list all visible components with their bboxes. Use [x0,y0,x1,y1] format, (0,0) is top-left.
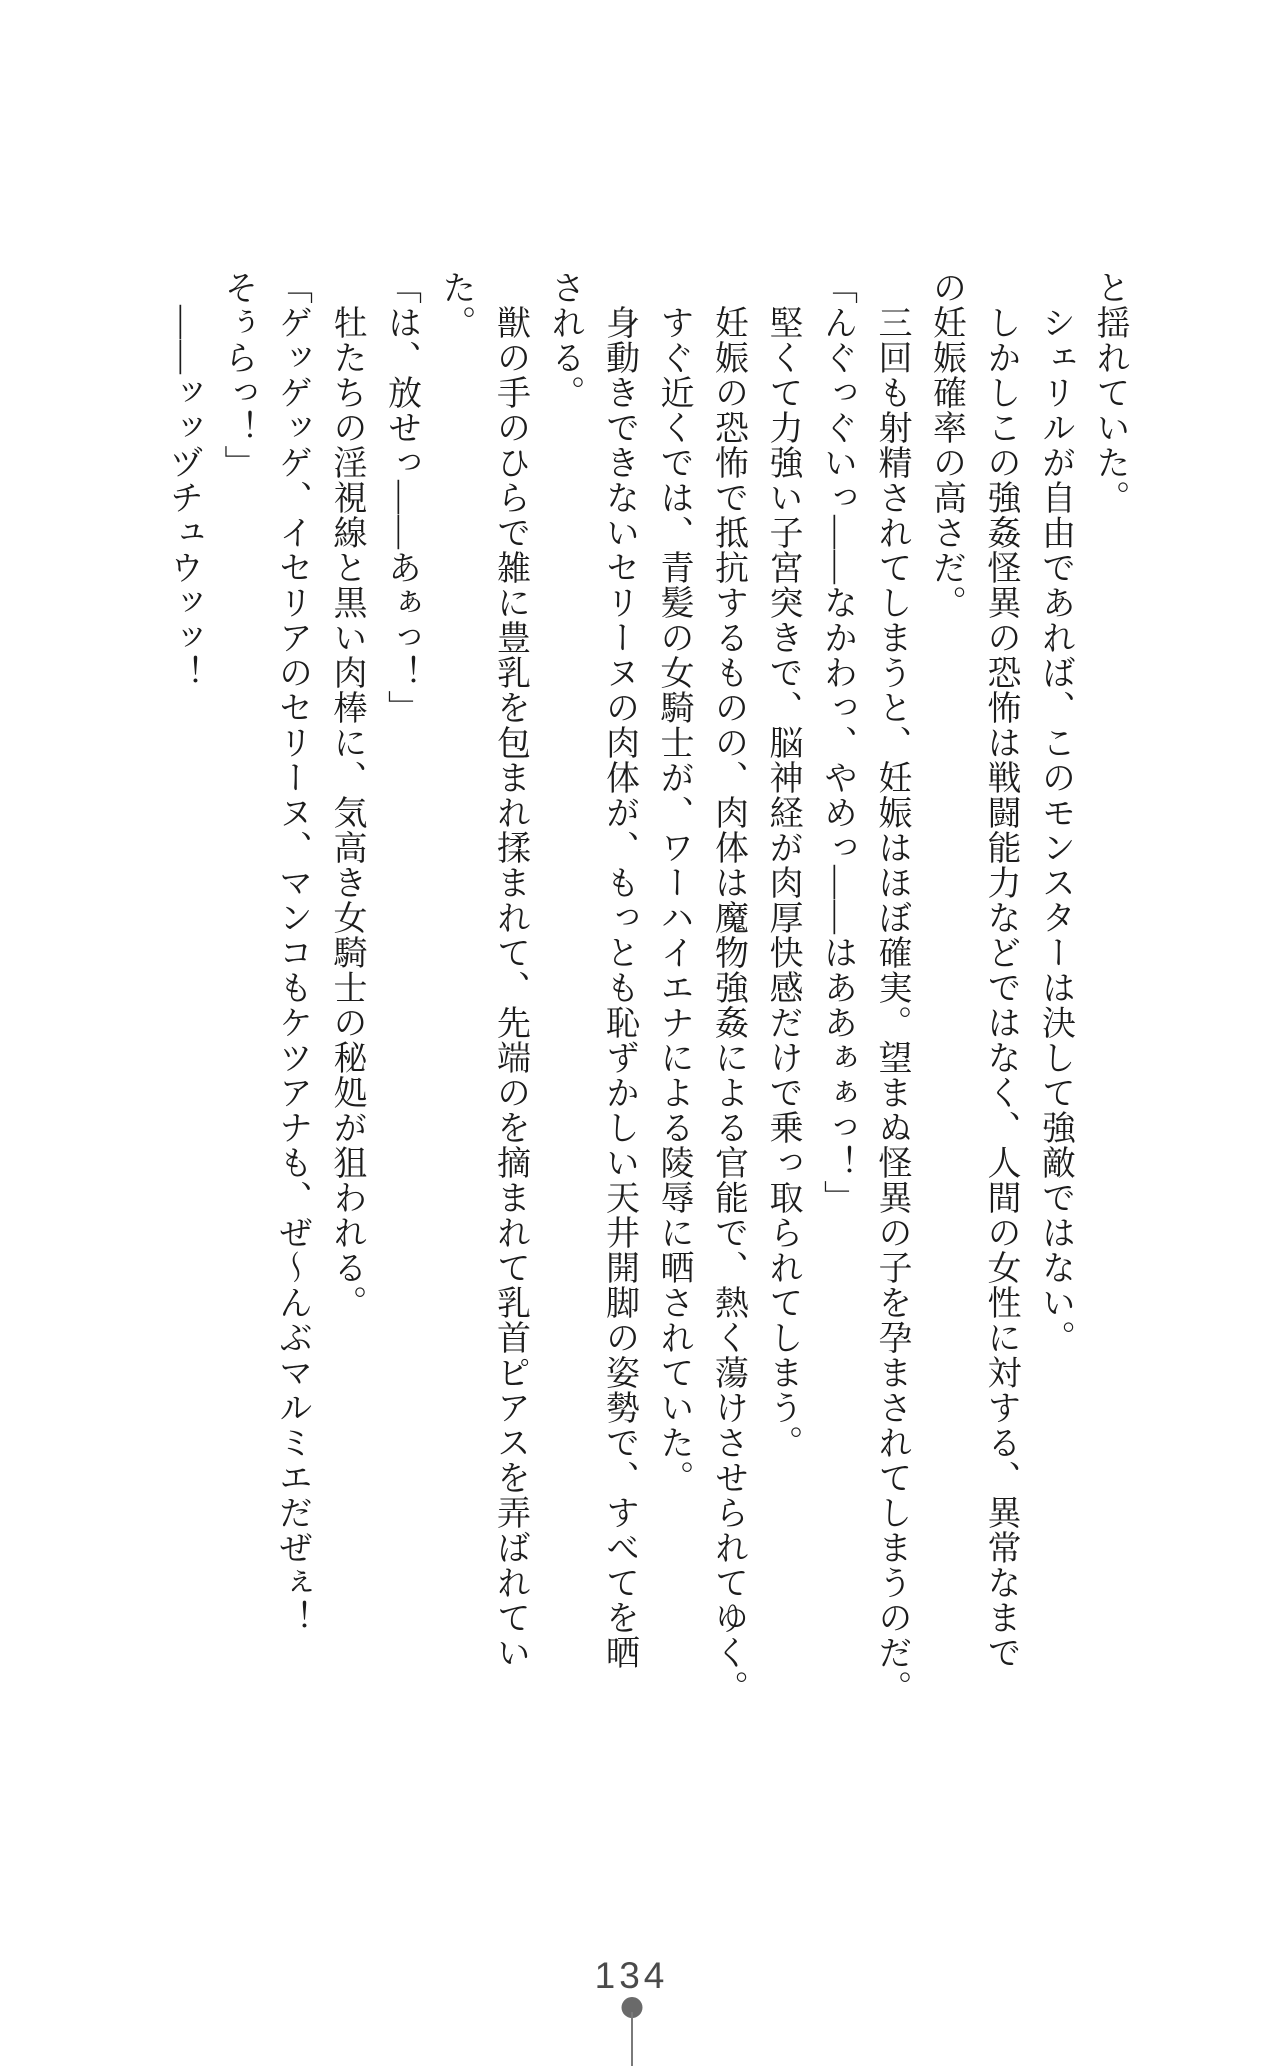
text-line: 身動きできないセリーヌの肉体が、もっとも恥ずかしい天井開脚の姿勢で、すべてを晒 [600,270,638,1670]
text-line: 妊娠の恐怖で抵抗するものの、肉体は魔物強姦による官能で、熱く蕩けさせられてゆく。 [709,270,747,1705]
text-line: の妊娠確率の高さだ。 [927,270,965,620]
text-line: 「ゲッゲッゲ、イセリアのセリーヌ、マンコもケツアナも、ぜ～んぶマルミエだぜぇ！ [273,270,311,1635]
footer-ornament-line [631,2012,633,2066]
text-line: 獣の手のひらで雑に豊乳を包まれ揉まれて、先端のを摘まれて乳首ピアスを弄ばれてい [491,270,529,1670]
text-line: そぅらっ！」 [219,270,256,480]
text-line: シェリルが自由であれば、このモンスターは決して強敵ではない。 [1036,270,1074,1355]
text-line: すぐ近くでは、青髪の女騎士が、ワーハイエナによる陵辱に晒されていた。 [655,270,692,1495]
text-line: 三回も射精されてしまうと、妊娠はほぼ確実。望まぬ怪異の子を孕まされてしまうのだ。 [873,270,910,1705]
text-line: ――ッッヅチュウッッ！ [164,270,202,690]
text-line: される。 [546,270,583,410]
text-line: た。 [437,270,474,340]
text-line: しかしこの強姦怪異の恐怖は戦闘能力などではなく、人間の女性に対する、異常なまで [982,270,1019,1670]
text-line: 「んぐっぐいっ――なかわっ、やめっ――はああぁぁっ！」 [818,270,856,1215]
page-text-block [155,270,1136,1710]
page-number: 134 [594,1955,669,1996]
text-line: 「は、放せっ――あぁっ！」 [382,270,420,725]
text-line: 牡たちの淫視線と黒い肉棒に、気高き女騎士の秘処が狙われる。 [328,270,365,1320]
text-line: と揺れていた。 [1091,270,1128,515]
text-line: 堅くて力強い子宮突きで、脳神経が肉厚快感だけで乗っ取られてしまう。 [764,270,801,1460]
